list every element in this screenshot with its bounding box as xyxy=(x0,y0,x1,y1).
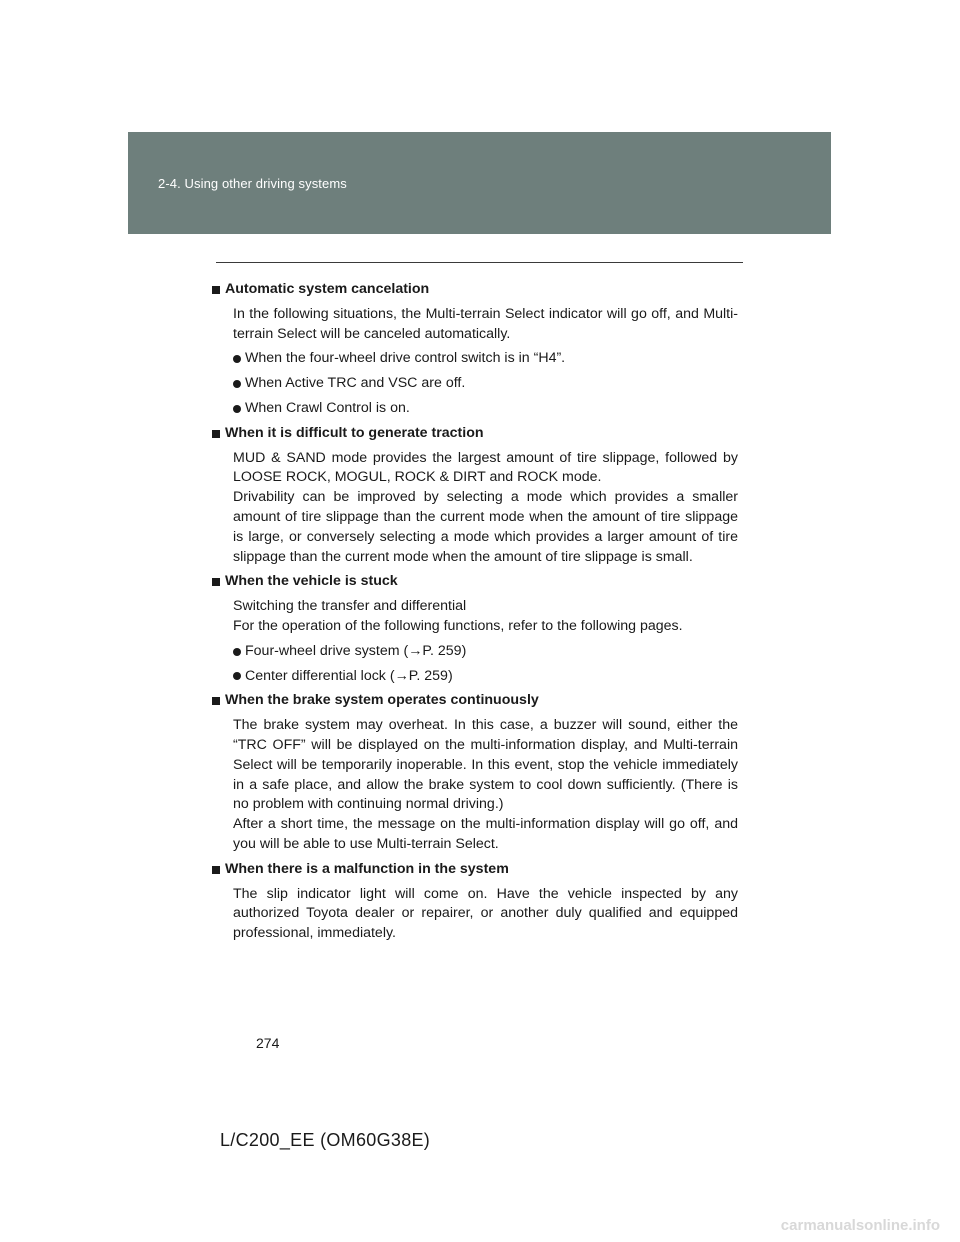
paragraph: In the following situations, the Multi-terrain Select indicator will go off, and Multi-terrain Select will be canceled automatically. xyxy=(233,305,738,342)
divider-rule xyxy=(216,262,743,263)
section-brake-system xyxy=(212,691,738,854)
circle-bullet-icon xyxy=(233,648,241,656)
section-heading: When the vehicle is stuck xyxy=(212,572,738,592)
section-vehicle-stuck xyxy=(212,572,738,686)
list-item: Four-wheel drive system (→P. 259) xyxy=(233,642,738,662)
section-heading: Automatic system cancelation xyxy=(212,280,738,300)
section-malfunction xyxy=(212,860,738,944)
paragraph: MUD & SAND mode provides the largest amount of tire slippage, followed by LOOSE ROCK, MOGUL, ROCK & DIRT and ROCK mode. Drivability can be improved by selecting a mode which provides a smaller amount of tire slippage than the current mode when the amount of tire slippage is large, or conversely selecting a mode which provides a larger amount of tire slippage than the current mode when the amount of tire slippage is small. xyxy=(233,449,738,565)
model-code: L/C200_EE (OM60G38E) xyxy=(220,1130,431,1150)
list-item: Center differential lock (→P. 259) xyxy=(233,667,738,687)
square-bullet-icon xyxy=(212,578,220,586)
paragraph: The slip indicator light will come on. Have the vehicle inspected by any authorized Toyota dealer or repairer, or another duly qualified and equipped professional, immediately. xyxy=(233,885,738,942)
paragraph: The brake system may overheat. In this case, a buzzer will sound, either the “TRC OFF” will be displayed on the multi-information display, and Multi-terrain Select will be temporarily inoperable. In this event, stop the vehicle immediately in a safe place, and allow the brake system to cool down sufficiently. (There is no problem with continuing normal driving.) After a short time, the message on the multi-information display will go off, and you will be able to use Multi-terrain Select. xyxy=(233,717,738,852)
page-number: 274 xyxy=(256,1035,280,1051)
square-bullet-icon xyxy=(212,866,220,874)
list-item: When Active TRC and VSC are off. xyxy=(233,374,738,394)
section-heading: When there is a malfunction in the system xyxy=(212,860,738,880)
manual-content xyxy=(212,280,738,949)
paragraph: Switching the transfer and differential For the operation of the following functions, refer to the following pages. xyxy=(233,598,683,634)
section-traction xyxy=(212,424,738,568)
list-item: When the four-wheel drive control switch is in “H4”. xyxy=(233,349,738,369)
circle-bullet-icon xyxy=(233,405,241,413)
section-heading: When the brake system operates continuously xyxy=(212,691,738,711)
circle-bullet-icon xyxy=(233,355,241,363)
square-bullet-icon xyxy=(212,697,220,705)
square-bullet-icon xyxy=(212,430,220,438)
circle-bullet-icon xyxy=(233,380,241,388)
section-heading: When it is difficult to generate traction xyxy=(212,424,738,444)
section-automatic-cancelation xyxy=(212,280,738,419)
circle-bullet-icon xyxy=(233,672,241,680)
section-title: 2-4. Using other driving systems xyxy=(158,176,347,191)
section-header-bar xyxy=(128,132,831,234)
watermark: carmanualsonline.info xyxy=(780,1217,940,1234)
square-bullet-icon xyxy=(212,286,220,294)
list-item: When Crawl Control is on. xyxy=(233,399,738,419)
